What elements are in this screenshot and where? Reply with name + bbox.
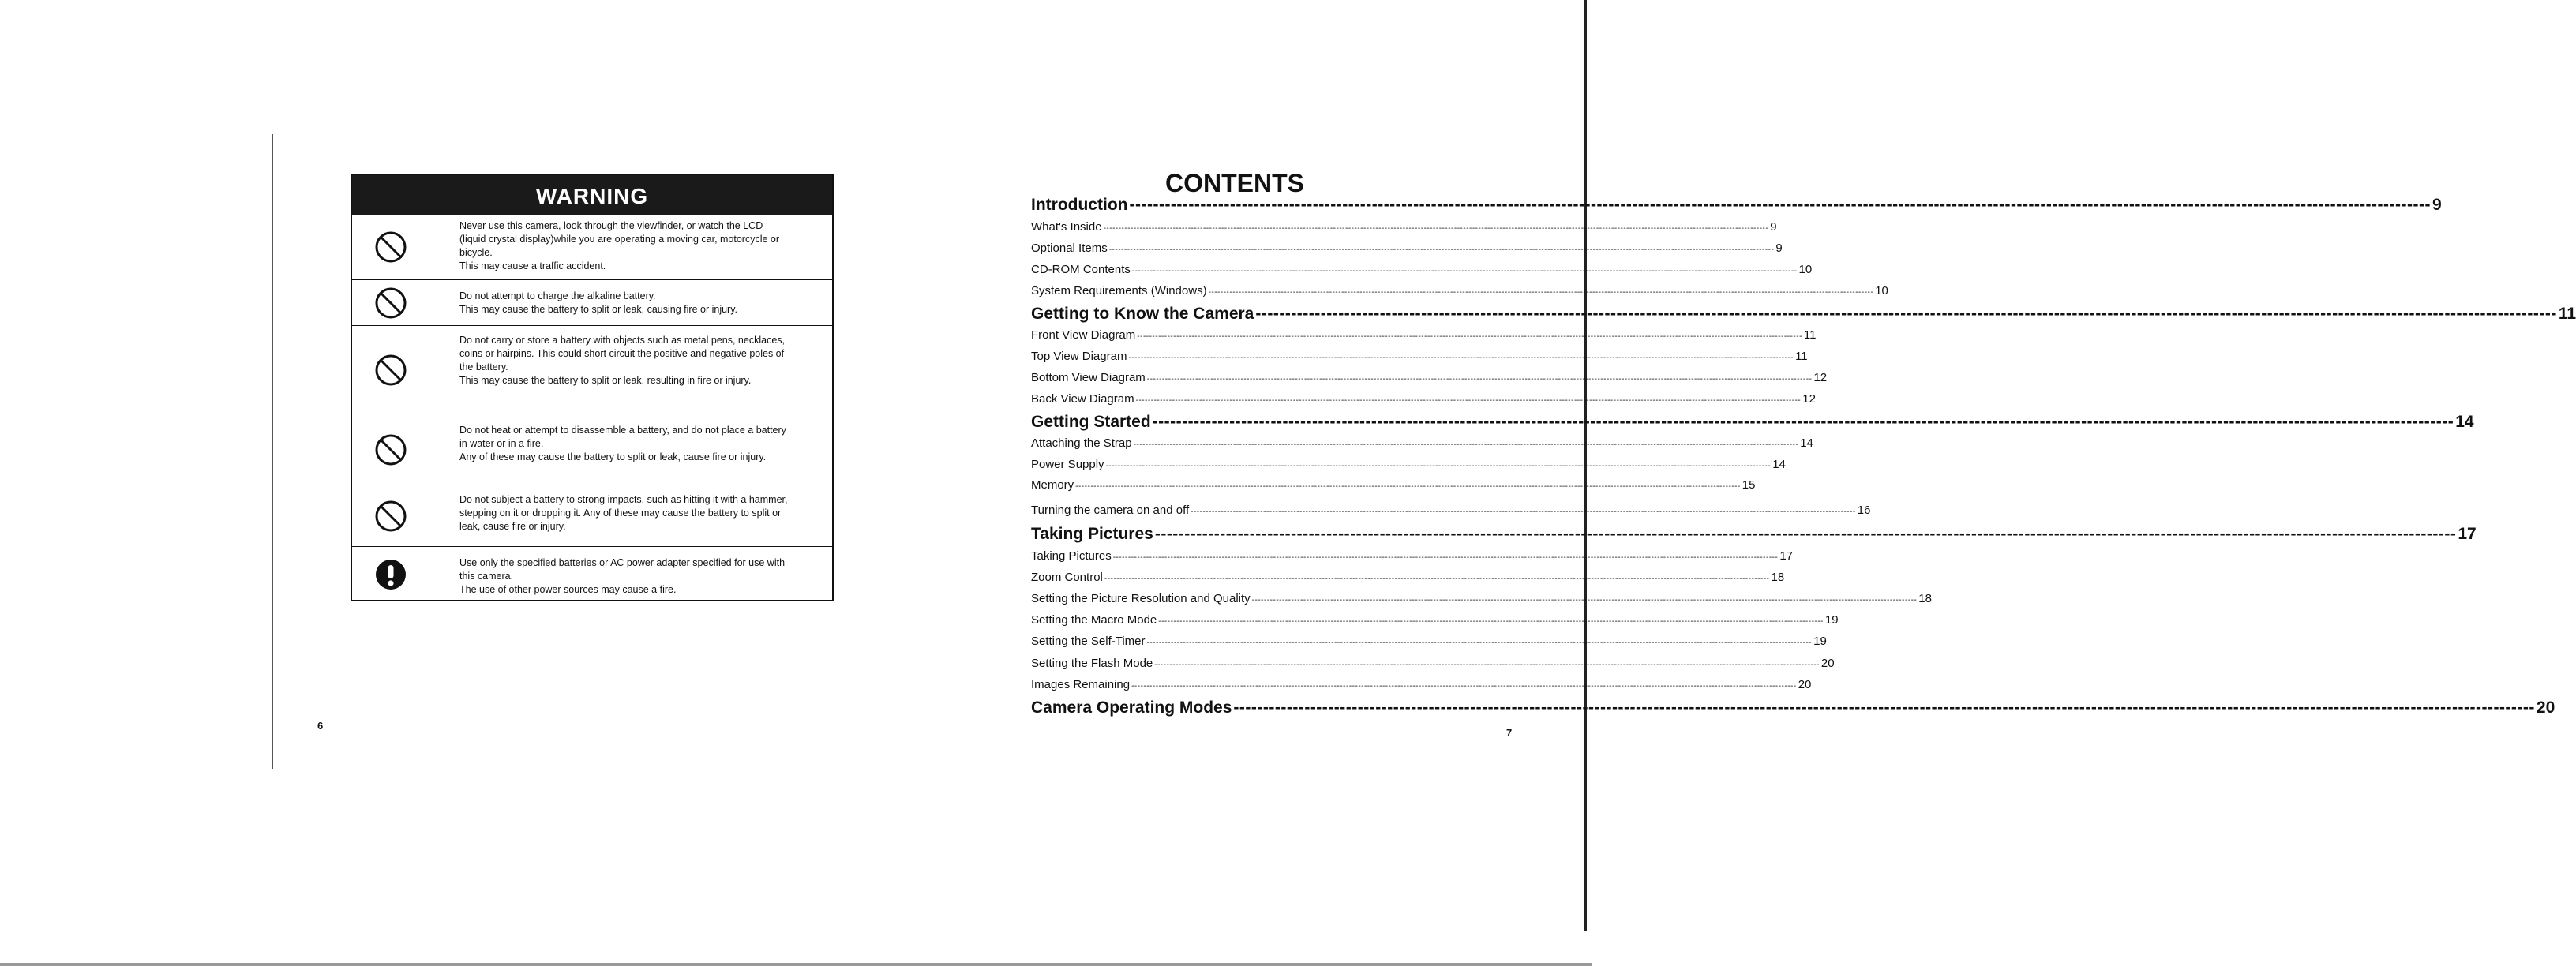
warning-line: This may cause the battery to split or leak, resulting in fire or injury.	[459, 375, 752, 386]
prohibition-icon	[374, 286, 407, 320]
toc-page-number: 10	[1798, 263, 1813, 276]
contents-title: CONTENTS	[1165, 169, 1304, 197]
toc-leader: ----------------------------------------------------------------------------------------------------------------------------------------------------------------------------------------------------------------------------	[1133, 440, 1799, 449]
toc-label: Power Supply	[1031, 458, 1104, 471]
toc-page-number: 14	[2455, 413, 2474, 431]
toc-section	[1031, 525, 2477, 544]
toc-page-number: 16	[1857, 504, 1871, 517]
toc-entry	[1031, 635, 1827, 648]
toc-entry	[1031, 371, 1828, 384]
toc-label: Bottom View Diagram	[1031, 371, 1146, 384]
toc-label: Setting the Macro Mode	[1031, 613, 1157, 627]
toc-leader: ----------------------------------------------------------------------------------------------------------------------------------------------------------------------------------------------------------------------------	[1251, 596, 1918, 605]
exclamation-icon	[374, 558, 407, 591]
toc-entry	[1031, 549, 1794, 563]
scan-bottom-edge	[0, 963, 1592, 966]
toc-label: Images Remaining	[1031, 678, 1131, 691]
warning-line: This may cause the battery to split or leak, causing fire or injury.	[459, 304, 738, 315]
toc-leader: ----------------------------------------------------------------------------------------------------------------------------------------------------------------------------------------------------------------------------	[1146, 638, 1813, 647]
toc-leader: ----------------------------------------------------------------------------------------------------------------------------------------------------------------------------------------------------------------------------	[1208, 288, 1874, 297]
page-number-right: 7	[1506, 727, 1513, 739]
warning-item	[352, 485, 832, 547]
toc-leader: ----------------------------------------------------------------------------------------------------------------------------------------------------------------------------------------------------------------------------	[1137, 332, 1802, 341]
toc-page-number: 9	[1770, 220, 1777, 234]
warning-item	[352, 279, 832, 326]
toc-entry	[1031, 571, 1785, 584]
toc-label: System Requirements (Windows)	[1031, 284, 1207, 298]
toc-leader: ----------------------------------------------------------------------------------------------------------------------------------------------------------------------------------------------------------------------------	[1104, 575, 1770, 583]
toc-leader: ----------------------------------------------------------------------------------------------------------------------------------------------------------------------------------------------------------------------------	[1152, 413, 2454, 431]
warning-line: Do not subject a battery to strong impacts, such as hitting it with a hammer, stepping on it or dropping it. Any of these may cause the battery to split or leak, cause fire or injury.	[459, 494, 788, 532]
toc-leader: ----------------------------------------------------------------------------------------------------------------------------------------------------------------------------------------------------------------------------	[1105, 462, 1772, 470]
toc-entry	[1031, 657, 1835, 670]
warning-list	[352, 215, 832, 600]
toc-leader: ----------------------------------------------------------------------------------------------------------------------------------------------------------------------------------------------------------------------------	[1154, 525, 2457, 543]
toc-label: Taking Pictures	[1031, 525, 1153, 543]
toc-label: Memory	[1031, 478, 1074, 492]
toc-page-number: 12	[1802, 392, 1816, 406]
toc-page-number: 17	[2458, 525, 2477, 543]
toc-label: Getting Started	[1031, 413, 1151, 431]
toc-label: Camera Operating Modes	[1031, 698, 1232, 717]
toc-leader: ----------------------------------------------------------------------------------------------------------------------------------------------------------------------------------------------------------------------------	[1158, 617, 1824, 626]
warning-item-text	[459, 219, 791, 273]
toc-page-number: 9	[1775, 242, 1783, 255]
toc-label: Zoom Control	[1031, 571, 1103, 584]
toc-leader: ----------------------------------------------------------------------------------------------------------------------------------------------------------------------------------------------------------------------------	[1128, 354, 1794, 362]
prohibition-icon	[374, 354, 407, 387]
toc-page-number: 19	[1813, 635, 1827, 648]
toc-page-number: 20	[1798, 678, 1812, 691]
toc-leader: ----------------------------------------------------------------------------------------------------------------------------------------------------------------------------------------------------------------------------	[1255, 305, 2557, 323]
toc-page-number: 20	[1820, 657, 1835, 670]
toc-page-number: 9	[2432, 196, 2442, 214]
warning-line: This may cause a traffic accident.	[459, 260, 606, 271]
toc-entry	[1031, 392, 1816, 406]
toc-label: Setting the Self-Timer	[1031, 635, 1146, 648]
toc-label: Top View Diagram	[1031, 350, 1127, 363]
warning-line: Use only the specified batteries or AC power adapter specified for use with this camera.	[459, 557, 786, 582]
toc-page-number: 18	[1771, 571, 1785, 584]
toc-leader: ----------------------------------------------------------------------------------------------------------------------------------------------------------------------------------------------------------------------------	[1191, 507, 1856, 516]
toc-entry	[1031, 678, 1812, 691]
toc-entry	[1031, 613, 1839, 627]
toc-page-number: 15	[1742, 478, 1756, 492]
toc-leader: ----------------------------------------------------------------------------------------------------------------------------------------------------------------------------------------------------------------------------	[1233, 698, 2535, 717]
toc-label: Introduction	[1031, 196, 1128, 214]
toc-leader: ----------------------------------------------------------------------------------------------------------------------------------------------------------------------------------------------------------------------------	[1135, 396, 1802, 405]
toc-label: Taking Pictures	[1031, 549, 1112, 563]
warning-item-text	[459, 290, 791, 316]
toc-section	[1031, 196, 2442, 215]
toc-entry	[1031, 436, 1813, 450]
warning-item-text	[459, 424, 791, 464]
toc-label: Turning the camera on and off	[1031, 504, 1190, 517]
toc-entry	[1031, 458, 1786, 471]
warning-line: Do not heat or attempt to disassemble a battery, and do not place a battery in water or in a fire.	[459, 425, 786, 449]
scan-margin-line	[272, 134, 273, 769]
warning-line: Never use this camera, look through the viewfinder, or watch the LCD (liquid crystal display)while you are operating a moving car, motorcycle or bicycle.	[459, 220, 780, 258]
warning-item	[352, 414, 832, 485]
toc-section	[1031, 698, 2555, 717]
prohibition-icon	[374, 230, 407, 264]
toc-label: CD-ROM Contents	[1031, 263, 1131, 276]
toc-page-number: 11	[1803, 328, 1817, 342]
toc-label: Setting the Flash Mode	[1031, 657, 1153, 670]
toc-entry	[1031, 328, 1817, 342]
warning-item	[352, 215, 832, 279]
warning-item-text	[459, 334, 791, 388]
toc-page-number: 20	[2536, 698, 2555, 717]
toc-page-number: 18	[1918, 592, 1932, 605]
toc-label: Back View Diagram	[1031, 392, 1134, 406]
page-number-left: 6	[317, 720, 324, 732]
toc-page-number: 17	[1779, 549, 1794, 563]
prohibition-icon	[374, 500, 407, 533]
toc-section	[1031, 413, 2474, 432]
warning-item	[352, 546, 832, 602]
toc-page-number: 10	[1875, 284, 1888, 298]
toc-label: Setting the Picture Resolution and Quality	[1031, 592, 1251, 605]
toc-page-number: 14	[1772, 458, 1786, 471]
toc-entry	[1031, 263, 1813, 276]
toc-page-number: 11	[1795, 350, 1808, 363]
toc-label: Getting to Know the Camera	[1031, 305, 1254, 323]
toc-entry	[1031, 242, 1783, 255]
warning-item-text	[459, 556, 791, 597]
toc-leader: ----------------------------------------------------------------------------------------------------------------------------------------------------------------------------------------------------------------------------	[1146, 375, 1813, 384]
toc-page-number: 14	[1800, 436, 1813, 450]
toc-entry	[1031, 350, 1808, 363]
toc-leader: ----------------------------------------------------------------------------------------------------------------------------------------------------------------------------------------------------------------------------	[1154, 661, 1820, 669]
warning-box	[351, 174, 834, 601]
toc-label: Optional Items	[1031, 242, 1108, 255]
toc-leader: ----------------------------------------------------------------------------------------------------------------------------------------------------------------------------------------------------------------------------	[1112, 553, 1779, 562]
toc-leader: ----------------------------------------------------------------------------------------------------------------------------------------------------------------------------------------------------------------------------	[1108, 245, 1775, 254]
toc-leader: ----------------------------------------------------------------------------------------------------------------------------------------------------------------------------------------------------------------------------	[1129, 196, 2431, 214]
toc-page-number: 12	[1813, 371, 1828, 384]
toc-page-number: 19	[1824, 613, 1839, 627]
toc-leader: ----------------------------------------------------------------------------------------------------------------------------------------------------------------------------------------------------------------------------	[1131, 267, 1798, 275]
warning-title: WARNING	[352, 175, 832, 215]
warning-line: Do not attempt to charge the alkaline battery.	[459, 290, 656, 301]
toc-leader: ----------------------------------------------------------------------------------------------------------------------------------------------------------------------------------------------------------------------------	[1103, 224, 1769, 233]
toc-entry	[1031, 504, 1871, 517]
toc-leader: ----------------------------------------------------------------------------------------------------------------------------------------------------------------------------------------------------------------------------	[1075, 482, 1741, 491]
warning-item	[352, 325, 832, 414]
warning-line: Any of these may cause the battery to split or leak, cause fire or injury.	[459, 451, 767, 462]
toc-entry	[1031, 478, 1756, 492]
warning-line: Do not carry or store a battery with objects such as metal pens, necklaces, coins or hairpins. This could short circuit the positive and negative poles of the battery.	[459, 335, 785, 373]
toc-page-number: 11	[2558, 305, 2576, 323]
toc-entry	[1031, 284, 1888, 298]
prohibition-icon	[374, 433, 407, 466]
toc-entry	[1031, 592, 1932, 605]
toc-section	[1031, 305, 2576, 324]
toc-label: Attaching the Strap	[1031, 436, 1132, 450]
toc-label: Front View Diagram	[1031, 328, 1136, 342]
warning-line: The use of other power sources may cause a fire.	[459, 584, 677, 595]
warning-item-text	[459, 493, 791, 534]
toc-leader: ----------------------------------------------------------------------------------------------------------------------------------------------------------------------------------------------------------------------------	[1131, 682, 1797, 691]
toc-entry	[1031, 220, 1777, 234]
toc-label: What's Inside	[1031, 220, 1102, 234]
